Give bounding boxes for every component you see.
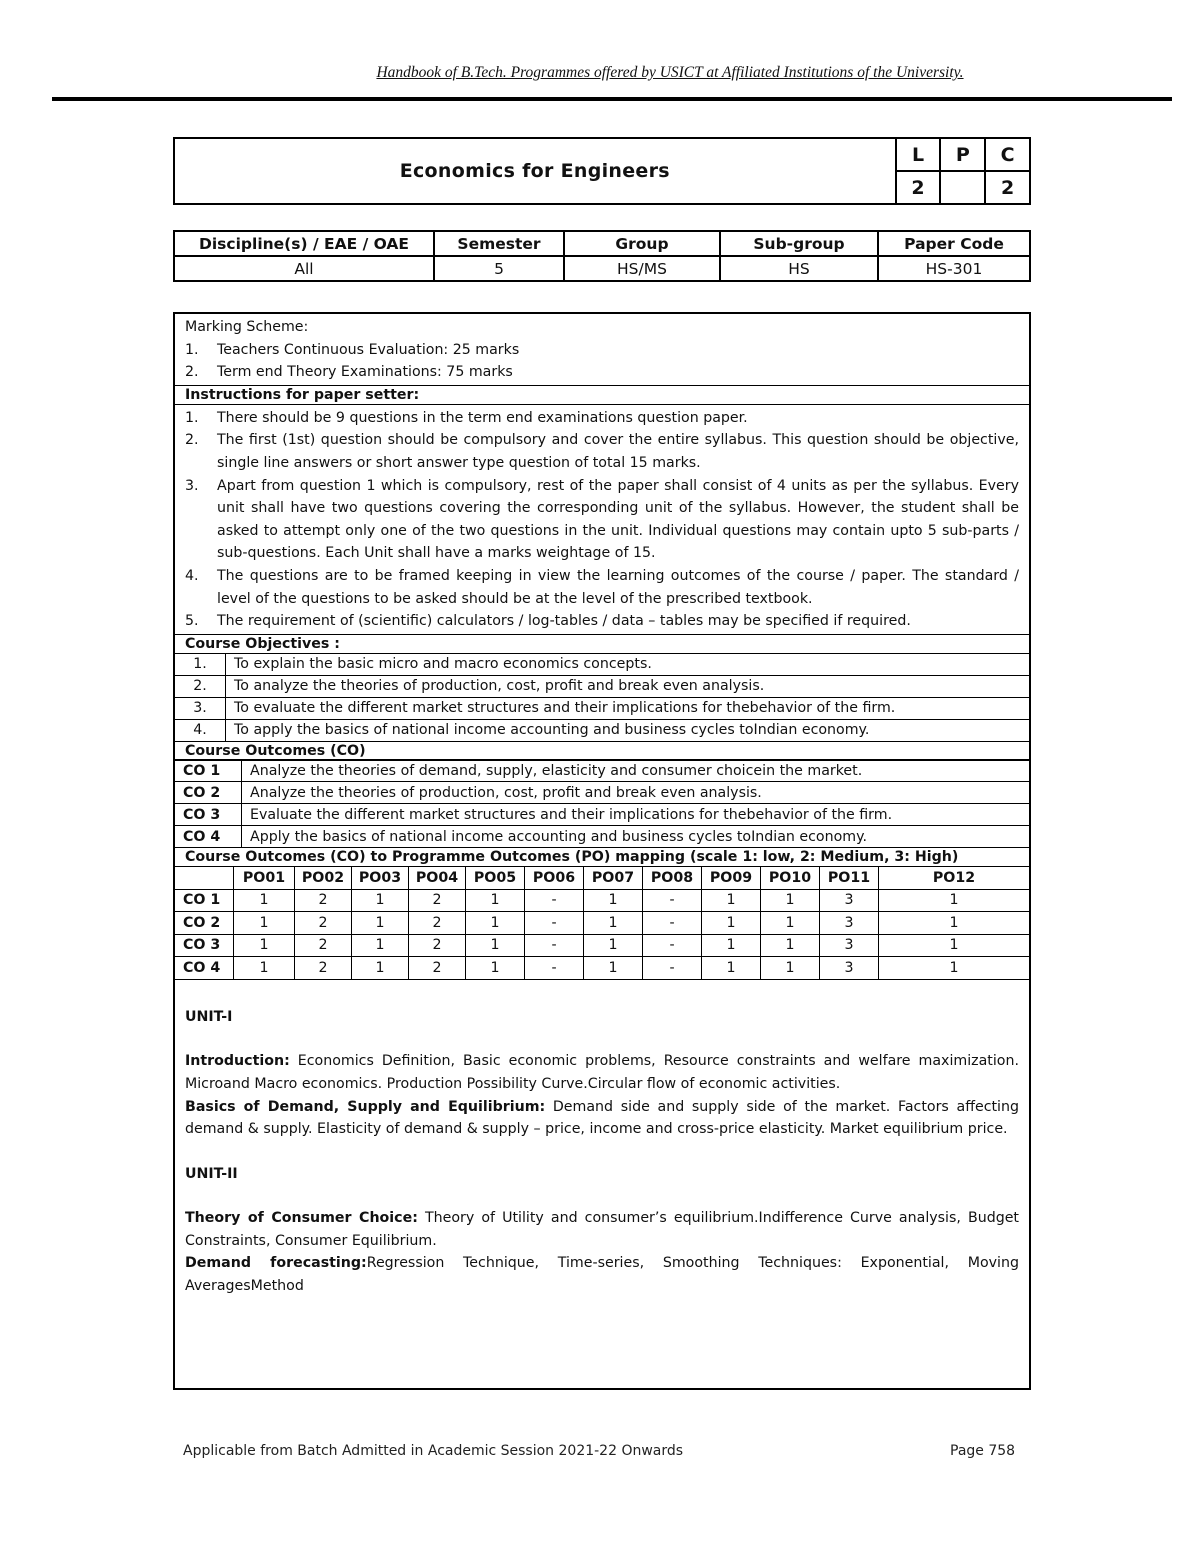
unit-paragraph: Basics of Demand, Supply and Equilibrium: Demand side and supply side of the market. Factors affecting demand & supply. Elasticity of demand & supply – price, income and cross-price elasticity. Market equilibrium price. (185, 1098, 1020, 1138)
unit-paragraph: Introduction: Economics Definition, Basic economic problems, Resource constraints and welfare maximization. Microand Macro economics. Production Possibility Curve.Circular flow of economic activities. (185, 1053, 1019, 1092)
table-row: 2. To analyze the theories of production, cost, profit and break even analysis. (175, 675, 1030, 697)
table-row: CO 3 Evaluate the different market structures and their implications for thebehavior of the firm. (175, 804, 1030, 826)
instructions-title: Instructions for paper setter: (175, 386, 1029, 405)
table-row: CO 3 1 2 1 2 1 - 1 - 1 1 3 1 (175, 934, 1030, 957)
course-title-table (173, 137, 1031, 205)
lpc-header-c: C (985, 138, 1030, 171)
header-rule (52, 97, 1172, 101)
list-item: 2. Term end Theory Examinations: 75 marks (185, 364, 513, 381)
marking-scheme-title: Marking Scheme: (185, 319, 309, 335)
unit-paragraph: Theory of Consumer Choice: Theory of Utility and consumer’s equilibrium.Indifference Curve analysis, Budget Constraints, Consumer Equilibrium. (185, 1210, 1019, 1249)
info-header: Paper Code (878, 231, 1030, 256)
list-item: 1. There should be 9 questions in the term end examinations question paper. (185, 409, 748, 426)
table-row: CO 2 1 2 1 2 1 - 1 - 1 1 3 1 (175, 912, 1030, 935)
info-value: HS (720, 256, 878, 281)
course-info-table (173, 230, 1031, 282)
list-item: 2. The first (1st) question should be compulsory and cover the entire syllabus. This question should be objective, single line answers or short answer type question of total 15 marks. (185, 432, 1019, 471)
list-item: 5. The requirement of (scientific) calculators / log-tables / data – tables may be specified if required. (185, 613, 911, 630)
instructions-list (175, 405, 1029, 635)
lpc-value-l: 2 (896, 171, 941, 204)
table-row: 3. To evaluate the different market structures and their implications for thebehavior of the firm. (175, 697, 1030, 719)
unit-heading: UNIT-II (185, 1165, 238, 1182)
marking-scheme (175, 314, 1029, 386)
info-value: HS/MS (564, 256, 720, 281)
table-row: CO 1 1 2 1 2 1 - 1 - 1 1 3 1 (175, 889, 1030, 912)
syllabus-box (173, 312, 1031, 1390)
course-title: Economics for Engineers (174, 138, 896, 204)
table-row: PO01 PO02 PO03 PO04 PO05 PO06 PO07 PO08 PO09 PO10 PO11 PO12 (175, 867, 1030, 890)
table-row: 4. To apply the basics of national income accounting and business cycles toIndian economy. (175, 719, 1030, 741)
lpc-header-p: P (940, 138, 985, 171)
lpc-value-c: 2 (985, 171, 1030, 204)
lpc-header-l: L (896, 138, 941, 171)
table-row: CO 1 Analyze the theories of demand, supply, elasticity and consumer choicein the market. (175, 760, 1030, 782)
info-header: Discipline(s) / EAE / OAE (174, 231, 434, 256)
info-value: All (174, 256, 434, 281)
list-item: 3. Apart from question 1 which is compulsory, rest of the paper shall consist of 4 units as per the syllabus. Every unit shall have two questions covering the corresponding unit of the syllabus. However, the student shall be asked to attempt only one of the two questions in the unit. Individual questions may contain upto 5 sub-parts / sub-questions. Each Unit shall have a marks weightage of 15. (185, 477, 1019, 562)
info-value: 5 (434, 256, 564, 281)
table-row: CO 4 1 2 1 2 1 - 1 - 1 1 3 1 (175, 957, 1030, 980)
syllabus-units (175, 980, 1029, 1298)
unit-heading: UNIT-I (185, 1008, 233, 1025)
table-row: CO 2 Analyze the theories of production, cost, profit and break even analysis. (175, 782, 1030, 804)
outcomes-table (174, 759, 1030, 848)
info-header: Semester (434, 231, 564, 256)
table-row: 1. To explain the basic micro and macro economics concepts. (175, 653, 1030, 675)
page-number: Page 758 (950, 1443, 1016, 1459)
list-item: 1. Teachers Continuous Evaluation: 25 marks (185, 341, 520, 358)
info-header: Sub-group (720, 231, 878, 256)
info-header: Group (564, 231, 720, 256)
objectives-table (174, 653, 1030, 742)
outcomes-title: Course Outcomes (CO) (175, 742, 1029, 761)
handbook-header: Handbook of B.Tech. Programmes offered by USICT at Affiliated Institutions of the University. (376, 64, 964, 81)
info-value: HS-301 (878, 256, 1030, 281)
list-item: 4. The questions are to be framed keeping in view the learning outcomes of the course / paper. The standard / level of the questions to be asked should be at the level of the prescribed textbook. (185, 567, 1019, 607)
footer-note: Applicable from Batch Admitted in Academic Session 2021-22 Onwards (183, 1443, 684, 1459)
unit-paragraph: Demand forecasting:Regression Technique, Time-series, Smoothing Techniques: Exponential, Moving AveragesMethod (185, 1255, 1019, 1295)
lpc-value-p (940, 171, 985, 204)
co-po-mapping-table (174, 866, 1030, 980)
mapping-title: Course Outcomes (CO) to Programme Outcomes (PO) mapping (scale 1: low, 2: Medium, 3: High) (185, 849, 959, 866)
table-row: CO 4 Apply the basics of national income accounting and business cycles toIndian economy. (175, 826, 1030, 848)
objectives-title: Course Objectives : (185, 635, 340, 652)
